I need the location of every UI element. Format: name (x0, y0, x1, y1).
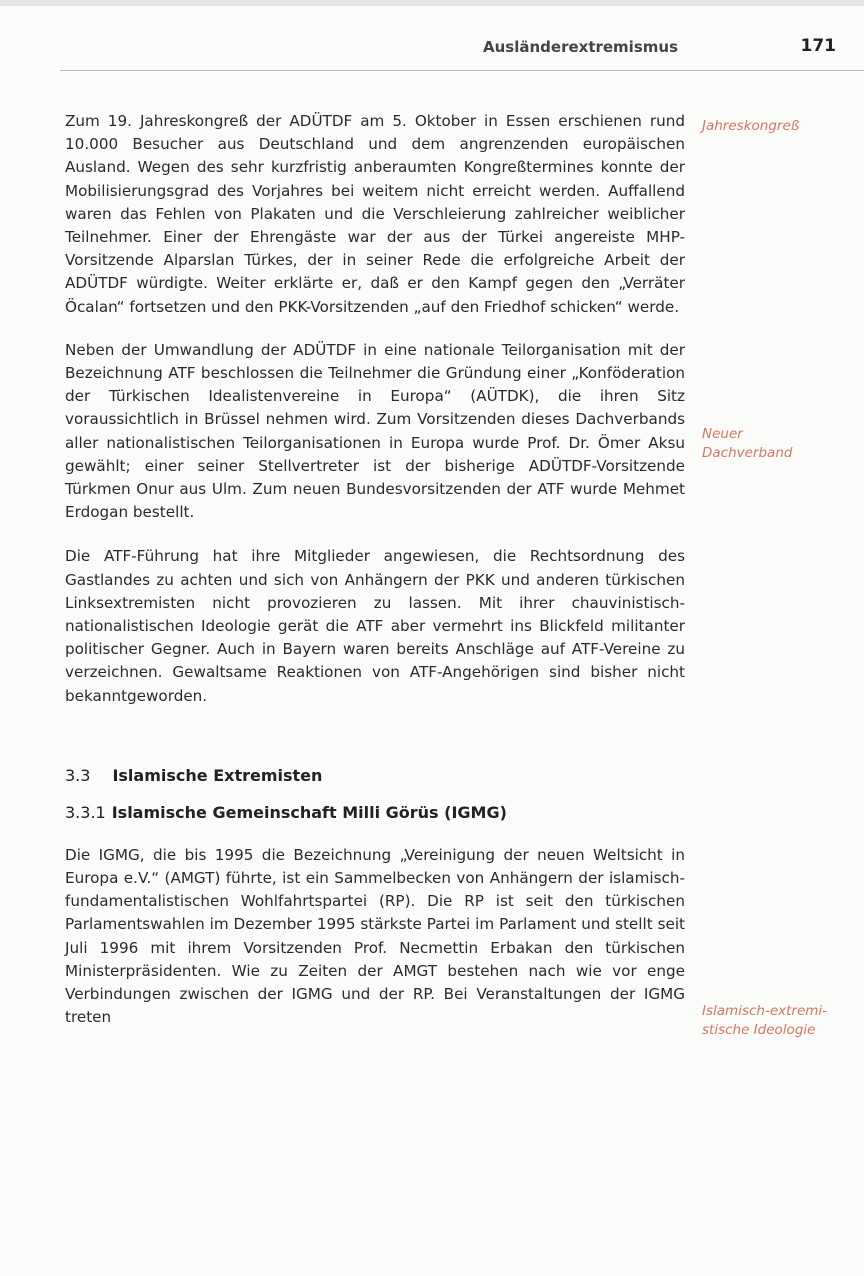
margin-note-jahreskongress: Jahreskongreß (702, 118, 800, 134)
paragraph-dachverband: Neben der Umwandlung der ADÜTDF in eine nationale Teilorganisation mit der Bezeichnung ATF beschlossen die Teilnehmer die Gründung einer „Konföderation der Türkischen Idealistenvereine in Europa“ (AÜTDK), die ihren Sitz voraussichtlich in Brüssel nehmen wird. Zum Vorsitzenden dieses Dachverbands aller nationalistischen Teilorganisationen in Europa wurde Prof. Dr. Ömer Aksu gewählt; einer seiner Stellvertreter ist der bisherige ADÜTDF-Vorsitzende Türkmen Onur aus Ulm. Zum neuen Bundesvorsitzenden der ATF wurde Mehmet Erdogan bestellt. (65, 340, 685, 522)
page-header (60, 34, 864, 71)
paragraph-atf-fuehrung: Die ATF-Führung hat ihre Mitglieder angewiesen, die Rechtsordnung des Gastlandes zu achten und sich von Anhängern der PKK und anderen türkischen Linksextremisten nicht provozieren zu lassen. Mit ihrer chauvinistisch-nationalistischen Ideologie gerät die ATF aber vermehrt ins Blickfeld militanter politischer Gegner. Auch in Bayern waren bereits Anschläge auf ATF-Vereine zu verzeichnen. Gewaltsame Reaktionen von ATF-Angehörigen sind bisher nicht bekanntgeworden. (65, 547, 685, 705)
subsection-heading (65, 801, 685, 825)
running-head: Ausländerextremismus (483, 38, 678, 56)
section-heading (65, 764, 685, 788)
top-edge-rule (0, 0, 864, 6)
main-text-column (65, 110, 685, 1030)
paragraph-jahreskongress: Zum 19. Jahreskongreß der ADÜTDF am 5. Oktober in Essen erschienen rund 10.000 Besucher aus Deutschland und dem angrenzenden europäischen Ausland. Wegen des sehr kurzfristig anberaumten Kongreßtermines konnte der Mobilisierungsgrad des Vorjahres bei weitem nicht erreicht werden. Auffallend waren das Fehlen von Plakaten und die Verschleierung zahlreicher weiblicher Teilnehmer. Einer der Ehrengäste war der aus der Türkei angereiste MHP-Vorsitzende Alparslan Türkes, der in seiner Rede die erfolgreiche Arbeit der ADÜTDF würdigte. Weiter erklärte er, daß er den Kampf gegen den „Verräter Öcalan“ fortsetzen und den PKK-Vorsitzenden „auf den Friedhof schicken“ werde. (65, 112, 685, 316)
subsection-title: Islamische Gemeinschaft Milli Görüs (IGMG) (111, 802, 507, 822)
paragraph-igmg: Die IGMG, die bis 1995 die Bezeichnung „Vereinigung der neuen Weltsicht in Europa e.V.“ (AMGT) führte, ist ein Sammelbecken von Anhängern der islamisch-fundamentalistischen Wohlfahrtspartei (RP). Die RP ist seit den türkischen Parlamentswahlen im Dezember 1995 stärkste Partei im Parlament und stellt seit Juli 1996 mit ihrem Vorsitzenden Prof. Necmettin Erbakan den türkischen Ministerpräsidenten. Wie zu Zeiten der AMGT bestehen nach wie vor enge Verbindungen zwischen der IGMG und der RP. Bei Veranstaltungen der IGMG treten (65, 845, 685, 1027)
page-number: 171 (800, 36, 836, 56)
subsection-number: 3.3.1 (65, 802, 106, 822)
section-title: Islamische Extremisten (112, 765, 323, 785)
margin-note-islamisch-extremistische-ideologie: Islamisch-extremistische Ideologie (702, 1003, 828, 1038)
section-number: 3.3 (65, 765, 91, 785)
margin-note-neuer-dachverband: Neuer Dachverband (702, 426, 793, 461)
